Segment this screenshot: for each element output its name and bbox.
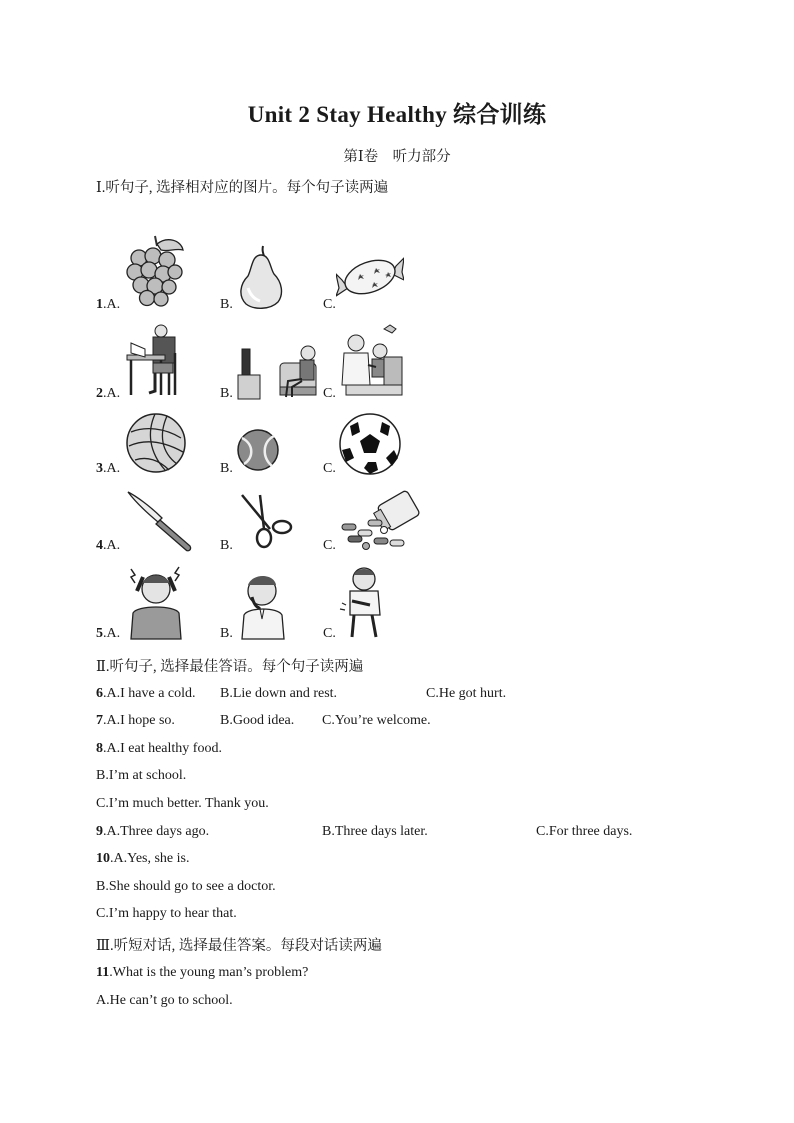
option-2b-label: B. bbox=[220, 386, 233, 401]
question-10-option-c: C.I’m happy to hear that. bbox=[96, 906, 237, 921]
option-3b-label: B. bbox=[220, 461, 233, 476]
watching-tv-icon bbox=[236, 343, 326, 401]
question-9-option-a: 9.A.Three days ago. bbox=[96, 824, 210, 839]
section-2-heading: Ⅱ.听句子, 选择最佳答语。每个句子读两遍 bbox=[96, 659, 364, 675]
part-subtitle: 第Ⅰ卷 听力部分 bbox=[343, 149, 451, 165]
question-3-label: 3.A. bbox=[96, 461, 121, 476]
question-8-option-c: C.I’m much better. Thank you. bbox=[96, 796, 269, 811]
page-title: Unit 2 Stay Healthy 综合训练 bbox=[247, 102, 547, 127]
volleyball-icon bbox=[125, 412, 187, 474]
question-7-option-a: 7.A.I hope so. bbox=[96, 713, 175, 728]
question-6-option-b: B.Lie down and rest. bbox=[220, 686, 338, 701]
doctor-visit-icon bbox=[340, 323, 406, 399]
question-4-label: 4.A. bbox=[96, 538, 121, 553]
scissors-icon bbox=[240, 493, 294, 551]
option-4c-label: C. bbox=[323, 538, 336, 553]
soccer-ball-icon bbox=[338, 412, 402, 476]
candy-icon bbox=[336, 250, 404, 302]
question-8-option-a: 8.A.I eat healthy food. bbox=[96, 741, 222, 756]
question-9-option-c: C.For three days. bbox=[536, 824, 633, 839]
section-1-heading: Ⅰ.听句子, 选择相对应的图片。每个句子读两遍 bbox=[96, 180, 389, 196]
stomachache-icon bbox=[338, 565, 388, 641]
headache-icon bbox=[125, 563, 187, 641]
question-11-option-a: A.He can’t go to school. bbox=[96, 993, 233, 1008]
pills-icon bbox=[340, 490, 420, 552]
question-6-option-a: 6.A.I have a cold. bbox=[96, 686, 196, 701]
question-11-text: 11.What is the young man’s problem? bbox=[96, 965, 309, 980]
reading-at-desk-icon bbox=[125, 323, 183, 399]
option-5b-label: B. bbox=[220, 626, 233, 641]
question-1-label: 1.A. bbox=[96, 297, 121, 312]
option-4b-label: B. bbox=[220, 538, 233, 553]
option-1c-label: C. bbox=[323, 297, 336, 312]
question-10-option-b: B.She should go to see a doctor. bbox=[96, 879, 276, 894]
tennis-ball-icon bbox=[236, 428, 280, 472]
question-7-option-c: C.You’re welcome. bbox=[322, 713, 431, 728]
option-3c-label: C. bbox=[323, 461, 336, 476]
grapes-icon bbox=[125, 234, 187, 310]
toothache-icon bbox=[238, 569, 288, 641]
question-7-option-b: B.Good idea. bbox=[220, 713, 295, 728]
section-3-heading: Ⅲ.听短对话, 选择最佳答案。每段对话读两遍 bbox=[96, 938, 382, 954]
option-1b-label: B. bbox=[220, 297, 233, 312]
knife-icon bbox=[124, 490, 196, 552]
pear-icon bbox=[236, 244, 286, 310]
option-5c-label: C. bbox=[323, 626, 336, 641]
question-5-label: 5.A. bbox=[96, 626, 121, 641]
question-10-option-a: 10.A.Yes, she is. bbox=[96, 851, 190, 866]
question-8-option-b: B.I’m at school. bbox=[96, 768, 187, 783]
option-2c-label: C. bbox=[323, 386, 336, 401]
question-9-option-b: B.Three days later. bbox=[322, 824, 428, 839]
question-2-label: 2.A. bbox=[96, 386, 121, 401]
question-6-option-c: C.He got hurt. bbox=[426, 686, 507, 701]
